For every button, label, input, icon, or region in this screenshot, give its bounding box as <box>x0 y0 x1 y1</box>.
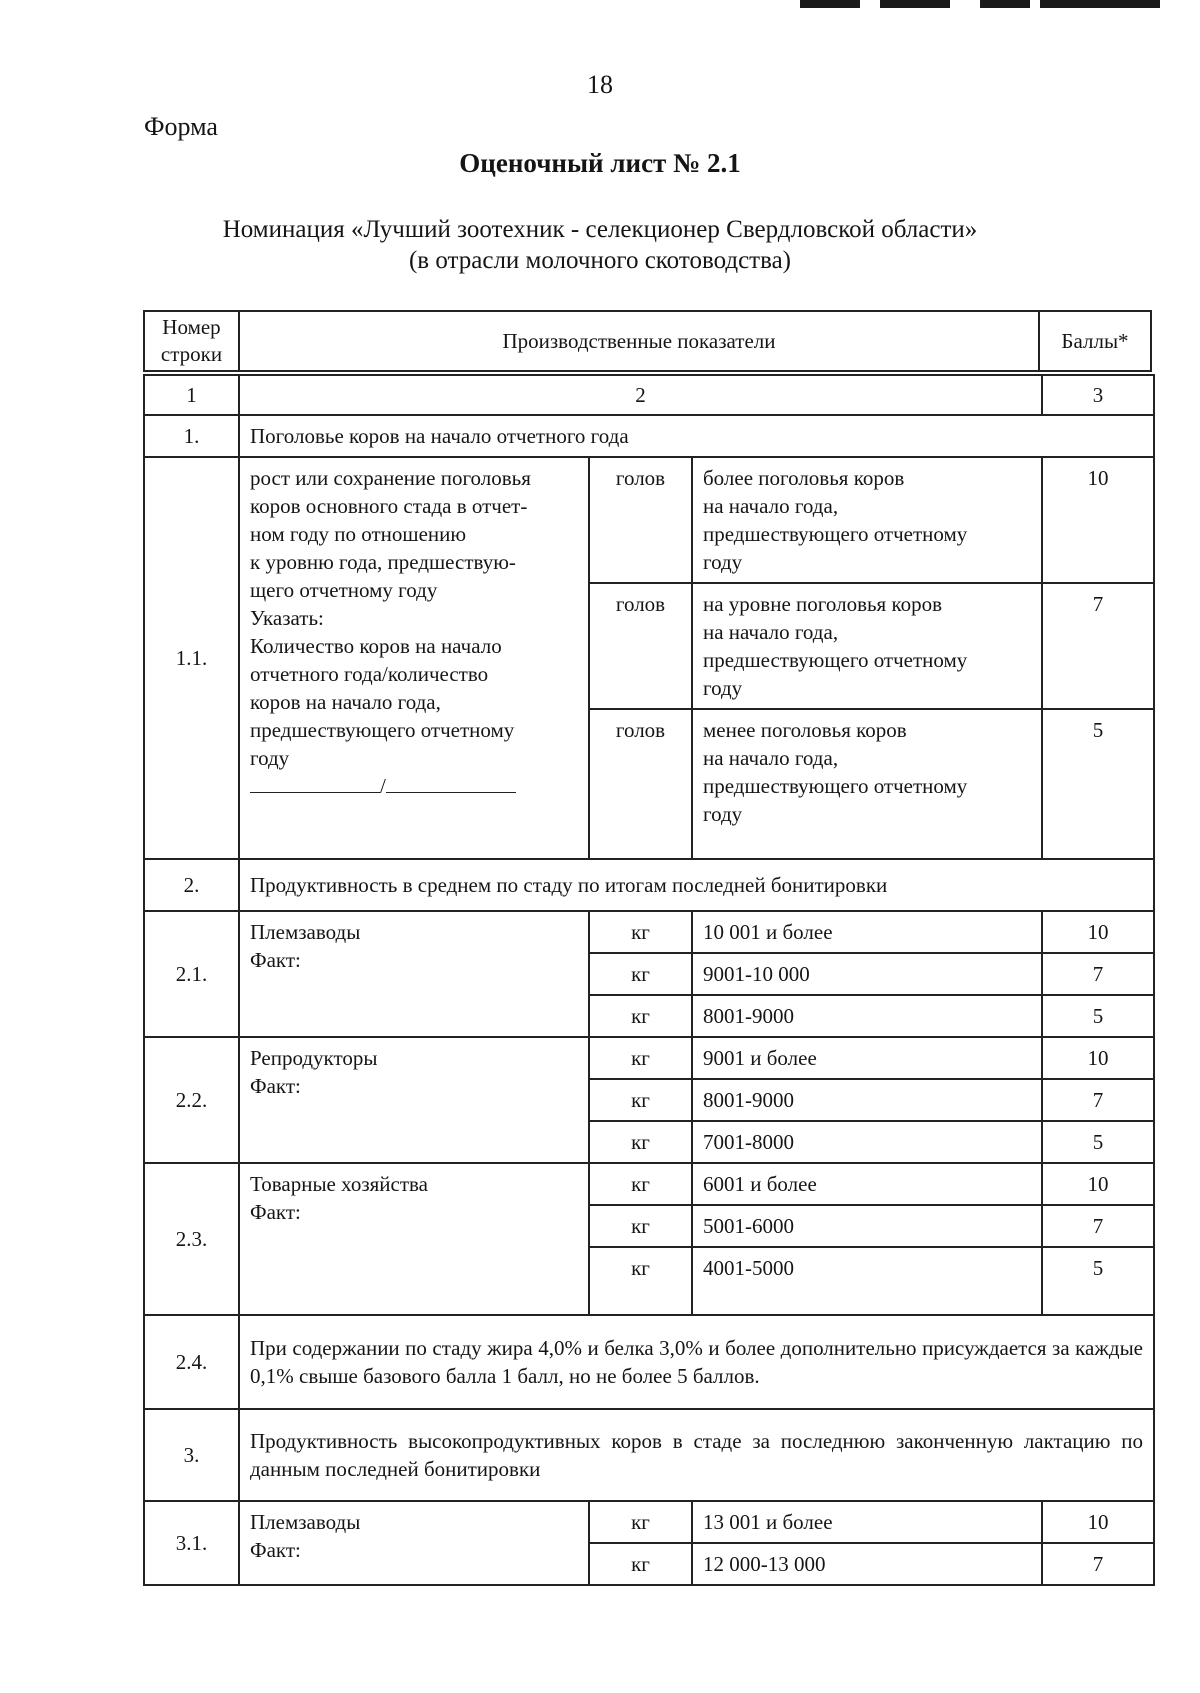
points-cell: 7 <box>1042 953 1154 995</box>
criteria-line: на начало года, <box>703 494 839 518</box>
description-line: рост или сохранение поголовья <box>250 466 531 490</box>
header-points: Баллы* <box>1039 311 1151 371</box>
unit-cell: кг <box>589 1543 692 1585</box>
fill-line-left <box>250 772 380 793</box>
criteria-line: на начало года, <box>703 620 839 644</box>
unit-cell: кг <box>589 953 692 995</box>
unit-cell: кг <box>589 1121 692 1163</box>
points-cell: 5 <box>1042 995 1154 1037</box>
farm-type-cell <box>239 1501 589 1585</box>
criteria-line: предшествующего отчетному <box>703 648 968 672</box>
criteria-cell <box>692 583 1042 709</box>
farm-type-cell <box>239 911 589 1037</box>
evaluation-table <box>143 374 1155 1586</box>
farm-type: Репродукторы <box>250 1046 378 1070</box>
table-row <box>144 911 1154 953</box>
page-number: 18 <box>587 70 613 99</box>
description-line: коров на начало года, <box>250 690 441 714</box>
range-cell: 7001-8000 <box>692 1121 1042 1163</box>
range-cell: 8001-9000 <box>692 1079 1042 1121</box>
points-cell: 10 <box>1042 457 1154 583</box>
fact-label: Факт: <box>250 1538 301 1562</box>
unit-cell: кг <box>589 995 692 1037</box>
description-line: к уровню года, предшествую- <box>250 550 516 574</box>
scan-artifact <box>1040 0 1160 8</box>
scan-artifact <box>880 0 950 8</box>
section-row <box>144 415 1154 457</box>
form-label: Форма <box>144 112 218 141</box>
fill-separator: / <box>380 774 386 798</box>
criteria-line: менее поголовья коров <box>703 718 907 742</box>
row-number: 2.4. <box>144 1315 239 1409</box>
farm-type: Товарные хозяйства <box>250 1172 428 1196</box>
points-cell: 5 <box>1042 1247 1154 1315</box>
description-line: предшествующего отчетному <box>250 718 515 742</box>
criteria-line: на начало года, <box>703 746 839 770</box>
section-title: Поголовье коров на начало отчетного года <box>239 415 1154 457</box>
table-row <box>144 1163 1154 1205</box>
unit-cell: голов <box>589 457 692 583</box>
sheet-title: Оценочный лист № 2.1 <box>459 148 741 178</box>
criteria-cell <box>692 457 1042 583</box>
header-indicators: Производственные показатели <box>239 311 1039 371</box>
points-cell: 5 <box>1042 709 1154 859</box>
unit-cell: кг <box>589 911 692 953</box>
table-row <box>144 1037 1154 1079</box>
range-cell: 12 000-13 000 <box>692 1543 1042 1585</box>
header-table <box>143 310 1152 372</box>
points-cell: 10 <box>1042 1163 1154 1205</box>
farm-type-cell <box>239 1163 589 1315</box>
section-row <box>144 859 1154 911</box>
row-number: 3. <box>144 1409 239 1501</box>
column-numbers-row <box>144 375 1154 415</box>
criteria-line: году <box>703 676 743 700</box>
section-title: Продуктивность высокопродуктивных коров в стаде за последнюю законченную лактацию по данным последней бонитировки <box>239 1409 1154 1501</box>
points-cell: 10 <box>1042 1037 1154 1079</box>
criteria-line: более поголовья коров <box>703 466 905 490</box>
criteria-line: предшествующего отчетному <box>703 522 968 546</box>
description-line: Количество коров на начало <box>250 634 502 658</box>
points-cell: 7 <box>1042 1079 1154 1121</box>
range-cell: 9001 и более <box>692 1037 1042 1079</box>
row-number: 2.3. <box>144 1163 239 1315</box>
row-number: 1.1. <box>144 457 239 859</box>
unit-cell: голов <box>589 709 692 859</box>
range-cell: 5001-6000 <box>692 1205 1042 1247</box>
fact-label: Факт: <box>250 1074 301 1098</box>
description-line: ном году по отношению <box>250 522 467 546</box>
nomination-line: Номинация «Лучший зоотехник - селекционер Свердловской области» <box>222 216 978 243</box>
description-line: щего отчетному году <box>250 578 438 602</box>
unit-cell: голов <box>589 583 692 709</box>
unit-cell: кг <box>589 1079 692 1121</box>
note-text: При содержании по стаду жира 4,0% и белка 3,0% и более дополнительно присуждается за каждые 0,1% свыше базового балла 1 балл, но не более 5 баллов. <box>239 1315 1154 1409</box>
farm-type-cell <box>239 1037 589 1163</box>
nomination <box>0 214 1200 276</box>
range-cell: 10 001 и более <box>692 911 1042 953</box>
fact-label: Факт: <box>250 948 301 972</box>
criteria-cell <box>692 709 1042 859</box>
description-line: году <box>250 746 290 770</box>
points-cell: 5 <box>1042 1121 1154 1163</box>
unit-cell: кг <box>589 1163 692 1205</box>
range-cell: 4001-5000 <box>692 1247 1042 1315</box>
table-row <box>144 457 1154 583</box>
criteria-line: году <box>703 802 743 826</box>
range-cell: 8001-9000 <box>692 995 1042 1037</box>
indicator-description <box>239 457 589 859</box>
unit-cell: кг <box>589 1247 692 1315</box>
range-cell: 9001-10 000 <box>692 953 1042 995</box>
criteria-line: предшествующего отчетному <box>703 774 968 798</box>
column-number: 3 <box>1042 375 1154 415</box>
points-cell: 10 <box>1042 911 1154 953</box>
criteria-line: году <box>703 550 743 574</box>
points-cell: 7 <box>1042 1205 1154 1247</box>
range-cell: 6001 и более <box>692 1163 1042 1205</box>
column-number: 1 <box>144 375 239 415</box>
section-row <box>144 1409 1154 1501</box>
scan-artifact <box>800 0 860 8</box>
fact-label: Факт: <box>250 1200 301 1224</box>
header-row-number: Номер строки <box>144 311 239 371</box>
nomination-subline: (в отрасли молочного скотоводства) <box>408 247 792 274</box>
section-title: Продуктивность в среднем по стаду по итогам последней бонитировки <box>239 859 1154 911</box>
column-number: 2 <box>239 375 1042 415</box>
table-row <box>144 1501 1154 1543</box>
fill-in-field <box>250 772 578 800</box>
unit-cell: кг <box>589 1205 692 1247</box>
farm-type: Племзаводы <box>250 920 361 944</box>
description-line: отчетного года/количество <box>250 662 489 686</box>
fill-line-right <box>386 772 516 793</box>
range-cell: 13 001 и более <box>692 1501 1042 1543</box>
description-line: Указать: <box>250 606 324 630</box>
row-number: 1. <box>144 415 239 457</box>
row-number: 2.1. <box>144 911 239 1037</box>
criteria-line: на уровне поголовья коров <box>703 592 943 616</box>
unit-cell: кг <box>589 1501 692 1543</box>
points-cell: 7 <box>1042 1543 1154 1585</box>
points-cell: 10 <box>1042 1501 1154 1543</box>
points-cell: 7 <box>1042 583 1154 709</box>
description-line: коров основного стада в отчет- <box>250 494 528 518</box>
scan-artifact <box>980 0 1030 8</box>
section-row <box>144 1315 1154 1409</box>
farm-type: Племзаводы <box>250 1510 361 1534</box>
unit-cell: кг <box>589 1037 692 1079</box>
row-number: 2. <box>144 859 239 911</box>
row-number: 3.1. <box>144 1501 239 1585</box>
row-number: 2.2. <box>144 1037 239 1163</box>
